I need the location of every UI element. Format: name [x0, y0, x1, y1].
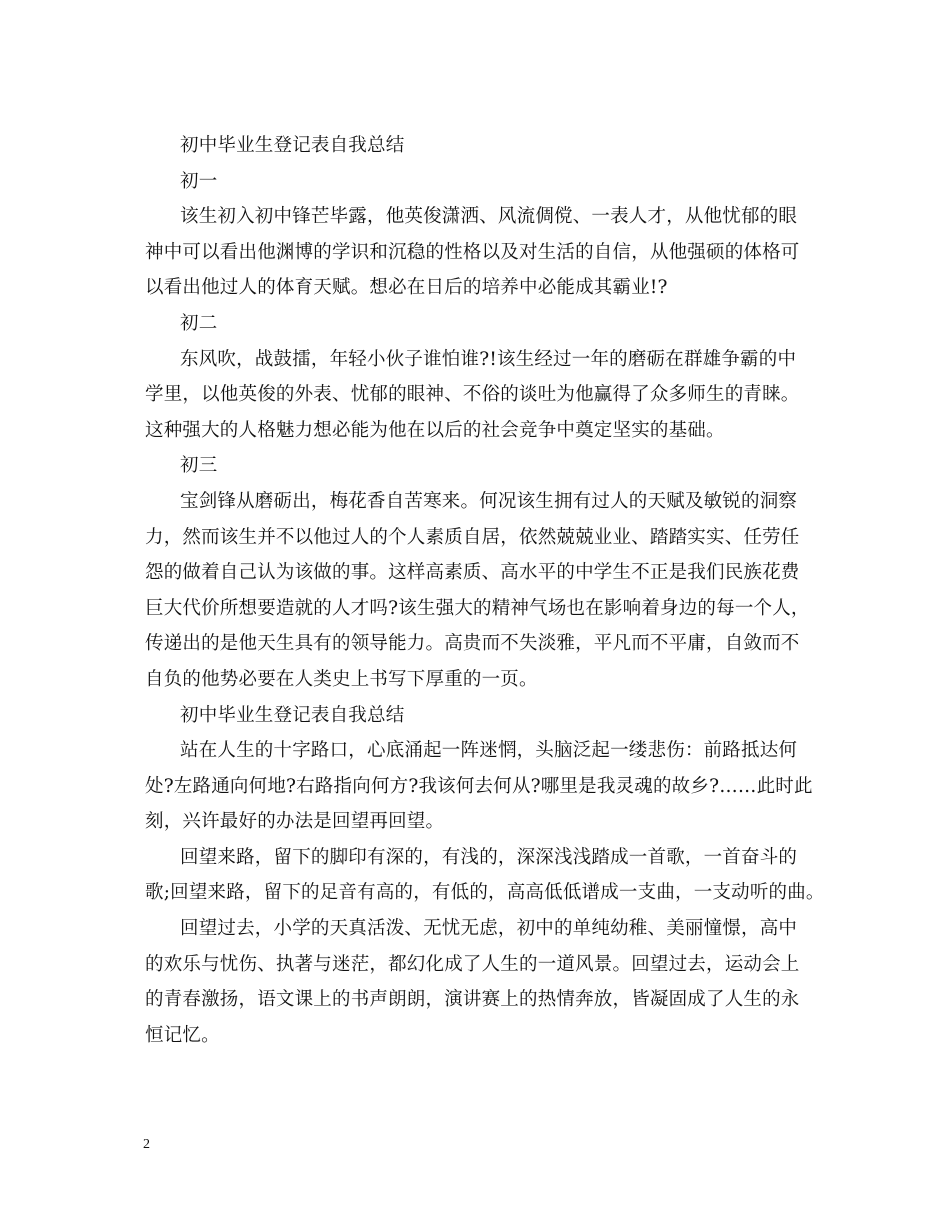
- section-label-grade-2: 初二: [180, 312, 218, 334]
- paragraph-line: 这种强大的人格魅力想必能为他在以后的社会竞争中奠定坚实的基础。: [145, 419, 725, 441]
- paragraph-line: 该生初入初中锋芒毕露，他英俊潇洒、风流倜傥、一表人才，从他忧郁的眼: [180, 206, 798, 228]
- paragraph-line: 站在人生的十字路口，心底涌起一阵迷惘，头脑泛起一缕悲伤：前路抵达何: [180, 740, 798, 762]
- page-number: 2: [143, 1137, 150, 1152]
- paragraph-line: 自负的他势必要在人类史上书写下厚重的一页。: [145, 668, 538, 690]
- section-heading: 初中毕业生登记表自我总结: [180, 135, 405, 156]
- paragraph-line: 歌;回望来路，留下的足音有高的，有低的，高高低低谱成一支曲，一支动听的曲。: [145, 882, 825, 904]
- paragraph-line: 力，然而该生并不以他过人的个人素质自居，依然兢兢业业、踏踏实实、任劳任: [145, 526, 800, 548]
- section-label-grade-3: 初三: [180, 455, 218, 477]
- paragraph-line: 神中可以看出他渊博的学识和沉稳的性格以及对生活的自信，从他强硕的体格可: [145, 241, 800, 263]
- paragraph-line: 宝剑锋从磨砺出，梅花香自苦寒来。何况该生拥有过人的天赋及敏锐的洞察: [180, 490, 798, 512]
- section-label-grade-1: 初一: [180, 170, 218, 192]
- document-body: [145, 128, 825, 1053]
- section-heading: 初中毕业生登记表自我总结: [180, 704, 405, 726]
- paragraph-line: 巨大代价所想要造就的人才吗?该生强大的精神气场也在影响着身边的每一个人，: [145, 597, 810, 619]
- paragraph-line: 处?左路通向何地?右路指向何方?我该何去何从?哪里是我灵魂的故乡?……此时此: [145, 775, 813, 797]
- paragraph-line: 学里，以他英俊的外表、忧郁的眼神、不俗的谈吐为他赢得了众多师生的青睐。: [145, 384, 800, 406]
- paragraph-line: 刻，兴许最好的办法是回望再回望。: [145, 811, 445, 833]
- paragraph-line: 回望过去，小学的天真活泼、无忧无虑，初中的单纯幼稚、美丽憧憬，高中: [180, 918, 798, 940]
- paragraph-line: 的欢乐与忧伤、执著与迷茫，都幻化成了人生的一道风景。回望过去，运动会上: [145, 953, 800, 975]
- paragraph-line: 怨的做着自己认为该做的事。这样高素质、高水平的中学生不正是我们民族花费: [145, 562, 800, 584]
- paragraph-line: 以看出他过人的体育天赋。想必在日后的培养中必能成其霸业!?: [145, 277, 668, 299]
- paragraph-line: 的青春激扬，语文课上的书声朗朗，演讲赛上的热情奔放，皆凝固成了人生的永: [145, 989, 800, 1011]
- paragraph-line: 传递出的是他天生具有的领导能力。高贵而不失淡雅，平凡而不平庸，自敛而不: [145, 633, 800, 655]
- paragraph-line: 恒记忆。: [145, 1024, 220, 1046]
- paragraph-line: 东风吹，战鼓擂，年轻小伙子谁怕谁?!该生经过一年的磨砺在群雄争霸的中: [180, 348, 797, 370]
- paragraph-line: 回望来路，留下的脚印有深的，有浅的，深深浅浅踏成一首歌，一首奋斗的: [180, 846, 798, 868]
